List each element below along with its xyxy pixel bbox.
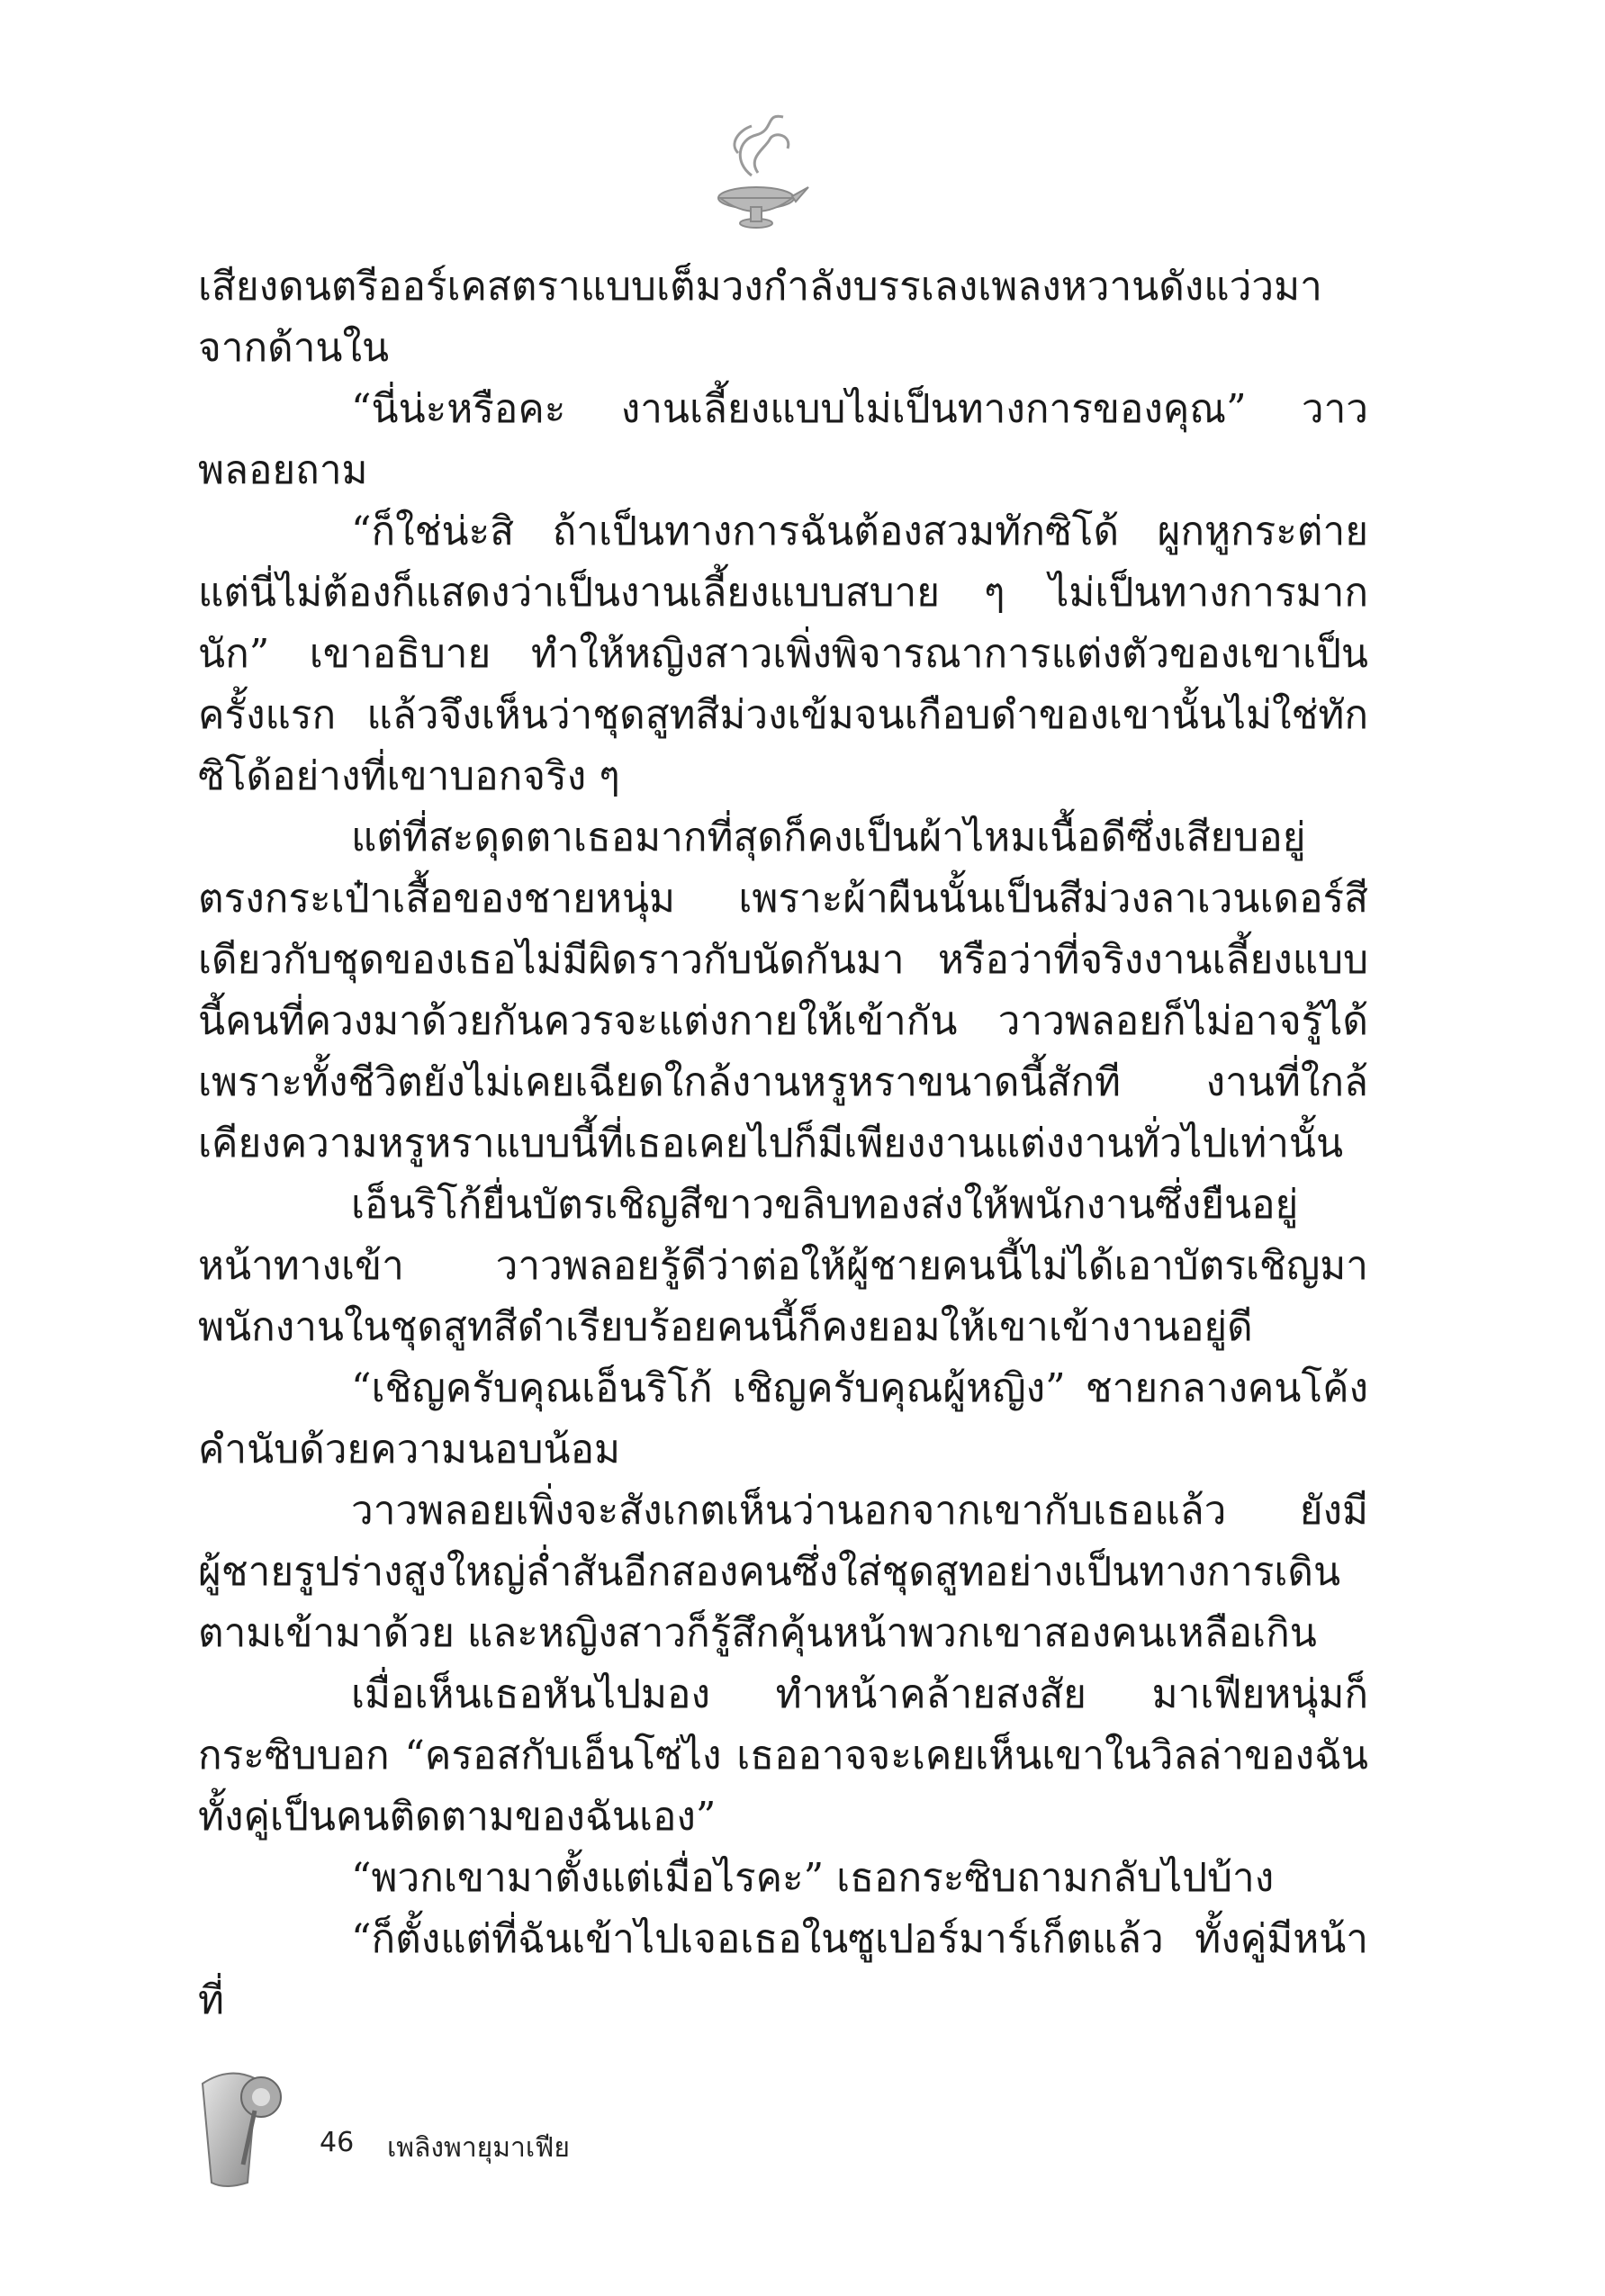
- paragraph: “เชิญครับคุณเอ็นริโก้ เชิญครับคุณผู้หญิง” ชายกลางคนโค้งคำนับด้วยความนอบน้อม: [198, 1365, 1368, 1472]
- genie-lamp-icon: [194, 2057, 302, 2192]
- paragraph: วาวพลอยเพิ่งจะสังเกตเห็นว่านอกจากเขากับเธอแล้ว ยังมีผู้ชายรูปร่างสูงใหญ่ล่ำสันอีกสองคนซึ่งใส่ชุดสูทอย่างเป็นทางการเดินตามเข้ามาด้วย และหญิงสาวก็รู้สึกคุ้นหน้าพวกเขาสองคนเหลือเกิน: [198, 1488, 1368, 1656]
- paragraph: เสียงดนตรีออร์เคสตราแบบเต็มวงกำลังบรรเลงเพลงหวานดังแว่วมาจากด้านใน: [198, 264, 1322, 371]
- book-title: เพลิงพายุมาเฟีย: [387, 2132, 570, 2164]
- paragraph: เมื่อเห็นเธอหันไปมอง ทำหน้าคล้ายสงสัย มาเฟียหนุ่มก็กระซิบบอก “ครอสกับเอ็นโซ่ไง เธออาจจะเคยเห็นเขาในวิลล่าของฉัน ทั้งคู่เป็นคนติดตามของฉันเอง”: [198, 1671, 1368, 1840]
- body-text: [198, 257, 1368, 2031]
- paragraph: เอ็นริโก้ยื่นบัตรเชิญสีขาวขลิบทองส่งให้พนักงานซึ่งยืนอยู่หน้าทางเข้า วาวพลอยรู้ดีว่าต่อให้ผู้ชายคนนี้ไม่ได้เอาบัตรเชิญมา พนักงานในชุดสูทสีดำเรียบร้อยคนนี้ก็คงยอมให้เขาเข้างานอยู่ดี: [198, 1182, 1368, 1350]
- paragraph: “ก็ใช่น่ะสิ ถ้าเป็นทางการฉันต้องสวมทักซิโด้ ผูกหูกระต่าย แต่นี่ไม่ต้องก็แสดงว่าเป็นงานเลี้ยงแบบสบาย ๆ ไม่เป็นทางการมากนัก” เขาอธิบาย ทำให้หญิงสาวเพิ่งพิจารณาการแต่งตัวของเขาเป็นครั้งแรก แล้วจึงเห็นว่าชุดสูทสีม่วงเข้มจนเกือบดำของเขานั้นไม่ใช่ทักซิโด้อย่างที่เขาบอกจริง ๆ: [198, 509, 1368, 799]
- page-footer: [194, 2057, 824, 2192]
- paragraph: “ก็ตั้งแต่ที่ฉันเข้าไปเจอเธอในซูเปอร์มาร์เก็ตแล้ว ทั้งคู่มีหน้าที่: [198, 1916, 1368, 2023]
- magic-lamp-icon: [702, 108, 810, 234]
- paragraph: แต่ที่สะดุดตาเธอมากที่สุดก็คงเป็นผ้าไหมเนื้อดีซึ่งเสียบอยู่ตรงกระเป๋าเสื้อของชายหนุ่ม เพราะผ้าผืนนั้นเป็นสีม่วงลาเวนเดอร์สีเดียวกับชุดของเธอไม่มีผิดราวกับนัดกันมา หรือว่าที่จริงงานเลี้ยงแบบนี้คนที่ควงมาด้วยกันควรจะแต่งกายให้เข้ากัน วาวพลอยก็ไม่อาจรู้ได้ เพราะทั้งชีวิตยังไม่เคยเฉียดใกล้งานหรูหราขนาดนี้สักที งานที่ใกล้เคียงความหรูหราแบบนี้ที่เธอเคยไปก็มีเพียงงานแต่งงานทั่วไปเท่านั้น: [198, 815, 1368, 1166]
- paragraph: “พวกเขามาตั้งแต่เมื่อไรคะ” เธอกระซิบถามกลับไปบ้าง: [351, 1855, 1275, 1901]
- paragraph: “นี่น่ะหรือคะ งานเลี้ยงแบบไม่เป็นทางการของคุณ” วาวพลอยถาม: [198, 386, 1368, 493]
- page-number: 46: [320, 2127, 355, 2158]
